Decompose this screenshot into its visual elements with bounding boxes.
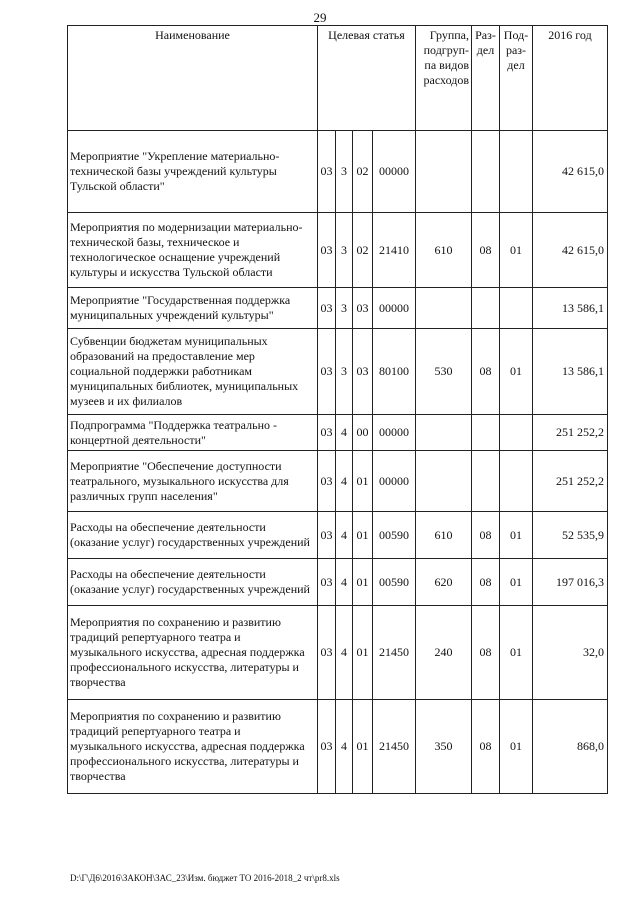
cell-section: 08 xyxy=(472,559,500,606)
header-row xyxy=(68,26,608,131)
cell-direction: 80100 xyxy=(373,329,416,415)
table-row xyxy=(68,700,608,794)
cell-subprogram: 4 xyxy=(336,606,353,700)
cell-direction: 00000 xyxy=(373,131,416,213)
cell-direction: 00000 xyxy=(373,288,416,329)
cell-name: Мероприятия по сохранению и развитию традиций репертуарного театра и музыкального искусства, адресная поддержка профессионального искусства, литературы и творчества xyxy=(68,606,318,700)
cell-program: 03 xyxy=(318,213,336,288)
cell-expense-group xyxy=(416,415,472,451)
cell-direction: 00000 xyxy=(373,451,416,512)
cell-section xyxy=(472,288,500,329)
cell-activity: 00 xyxy=(353,415,373,451)
cell-direction: 21410 xyxy=(373,213,416,288)
cell-subsection: 01 xyxy=(500,213,533,288)
table-row xyxy=(68,451,608,512)
cell-expense-group xyxy=(416,451,472,512)
cell-name: Расходы на обеспечение деятельности (оказание услуг) государственных учреждений xyxy=(68,512,318,559)
cell-expense-group: 530 xyxy=(416,329,472,415)
cell-direction: 21450 xyxy=(373,700,416,794)
cell-direction: 00000 xyxy=(373,415,416,451)
cell-name: Мероприятия по модернизации материально-технической базы, техническое и технологическое оснащение учреждений культуры и искусства Тульской области xyxy=(68,213,318,288)
cell-activity: 03 xyxy=(353,288,373,329)
cell-amount: 13 586,1 xyxy=(533,329,608,415)
cell-subsection: 01 xyxy=(500,606,533,700)
cell-expense-group: 240 xyxy=(416,606,472,700)
cell-activity: 02 xyxy=(353,213,373,288)
cell-expense-group xyxy=(416,288,472,329)
cell-name: Расходы на обеспечение деятельности (оказание услуг) государственных учреждений xyxy=(68,559,318,606)
cell-name: Подпрограмма "Поддержка театрально - концертной деятельности" xyxy=(68,415,318,451)
cell-section: 08 xyxy=(472,329,500,415)
cell-subsection xyxy=(500,451,533,512)
cell-program: 03 xyxy=(318,451,336,512)
cell-subprogram: 3 xyxy=(336,131,353,213)
cell-expense-group: 350 xyxy=(416,700,472,794)
cell-subsection: 01 xyxy=(500,512,533,559)
cell-program: 03 xyxy=(318,700,336,794)
header-group: Группа, подгруп-па видов расходов xyxy=(416,26,472,131)
cell-subsection: 01 xyxy=(500,329,533,415)
cell-expense-group: 610 xyxy=(416,213,472,288)
table-row xyxy=(68,288,608,329)
cell-activity: 01 xyxy=(353,559,373,606)
cell-program: 03 xyxy=(318,559,336,606)
cell-activity: 01 xyxy=(353,606,373,700)
cell-subprogram: 3 xyxy=(336,329,353,415)
cell-amount: 32,0 xyxy=(533,606,608,700)
table-row xyxy=(68,559,608,606)
cell-activity: 02 xyxy=(353,131,373,213)
cell-amount: 251 252,2 xyxy=(533,451,608,512)
table-row xyxy=(68,606,608,700)
cell-activity: 01 xyxy=(353,451,373,512)
table-row xyxy=(68,213,608,288)
table-row xyxy=(68,329,608,415)
footer-file-path: D:\Г\Д6\2016\ЗАКОН\ЗАС_23\Изм. бюджет ТО 2016-2018_2 чт\pr8.xls xyxy=(70,873,340,883)
cell-subprogram: 4 xyxy=(336,415,353,451)
cell-section: 08 xyxy=(472,700,500,794)
cell-subsection xyxy=(500,131,533,213)
budget-rows xyxy=(68,131,608,794)
budget-table xyxy=(67,25,608,794)
cell-amount: 42 615,0 xyxy=(533,213,608,288)
cell-subsection xyxy=(500,415,533,451)
cell-section: 08 xyxy=(472,213,500,288)
cell-subprogram: 4 xyxy=(336,512,353,559)
cell-activity: 01 xyxy=(353,700,373,794)
cell-direction: 21450 xyxy=(373,606,416,700)
cell-amount: 52 535,9 xyxy=(533,512,608,559)
cell-section: 08 xyxy=(472,606,500,700)
cell-subprogram: 4 xyxy=(336,451,353,512)
header-section: Раз-дел xyxy=(472,26,500,131)
cell-subsection xyxy=(500,288,533,329)
cell-expense-group: 610 xyxy=(416,512,472,559)
cell-program: 03 xyxy=(318,288,336,329)
cell-program: 03 xyxy=(318,606,336,700)
cell-name: Субвенции бюджетам муниципальных образований на предоставление мер социальной поддержки работникам муниципальных библиотек, муниципальных музеев и их филиалов xyxy=(68,329,318,415)
cell-subprogram: 3 xyxy=(336,288,353,329)
cell-subprogram: 4 xyxy=(336,559,353,606)
cell-expense-group: 620 xyxy=(416,559,472,606)
cell-section xyxy=(472,131,500,213)
cell-program: 03 xyxy=(318,329,336,415)
cell-activity: 01 xyxy=(353,512,373,559)
cell-section: 08 xyxy=(472,512,500,559)
page-number: 29 xyxy=(313,10,327,25)
cell-section xyxy=(472,451,500,512)
cell-program: 03 xyxy=(318,131,336,213)
header-subsection: Под-раз-дел xyxy=(500,26,533,131)
table-row xyxy=(68,512,608,559)
cell-subprogram: 3 xyxy=(336,213,353,288)
cell-direction: 00590 xyxy=(373,559,416,606)
cell-amount: 868,0 xyxy=(533,700,608,794)
header-name: Наименование xyxy=(68,26,318,131)
cell-amount: 13 586,1 xyxy=(533,288,608,329)
cell-amount: 197 016,3 xyxy=(533,559,608,606)
cell-subsection: 01 xyxy=(500,559,533,606)
cell-subprogram: 4 xyxy=(336,700,353,794)
cell-name: Мероприятие "Государственная поддержка муниципальных учреждений культуры" xyxy=(68,288,318,329)
cell-subsection: 01 xyxy=(500,700,533,794)
cell-program: 03 xyxy=(318,512,336,559)
cell-amount: 42 615,0 xyxy=(533,131,608,213)
header-target-article: Целевая статья xyxy=(318,26,416,131)
cell-section xyxy=(472,415,500,451)
cell-name: Мероприятие "Обеспечение доступности театрального, музыкального искусства для различных групп населения" xyxy=(68,451,318,512)
table-row xyxy=(68,415,608,451)
cell-program: 03 xyxy=(318,415,336,451)
header-year: 2016 год xyxy=(533,26,608,131)
cell-name: Мероприятие "Укрепление материально-технической базы учреждений культуры Тульской области" xyxy=(68,131,318,213)
table-row xyxy=(68,131,608,213)
cell-amount: 251 252,2 xyxy=(533,415,608,451)
cell-expense-group xyxy=(416,131,472,213)
cell-activity: 03 xyxy=(353,329,373,415)
cell-direction: 00590 xyxy=(373,512,416,559)
cell-name: Мероприятия по сохранению и развитию традиций репертуарного театра и музыкального искусства, адресная поддержка профессионального искусства, литературы и творчества xyxy=(68,700,318,794)
